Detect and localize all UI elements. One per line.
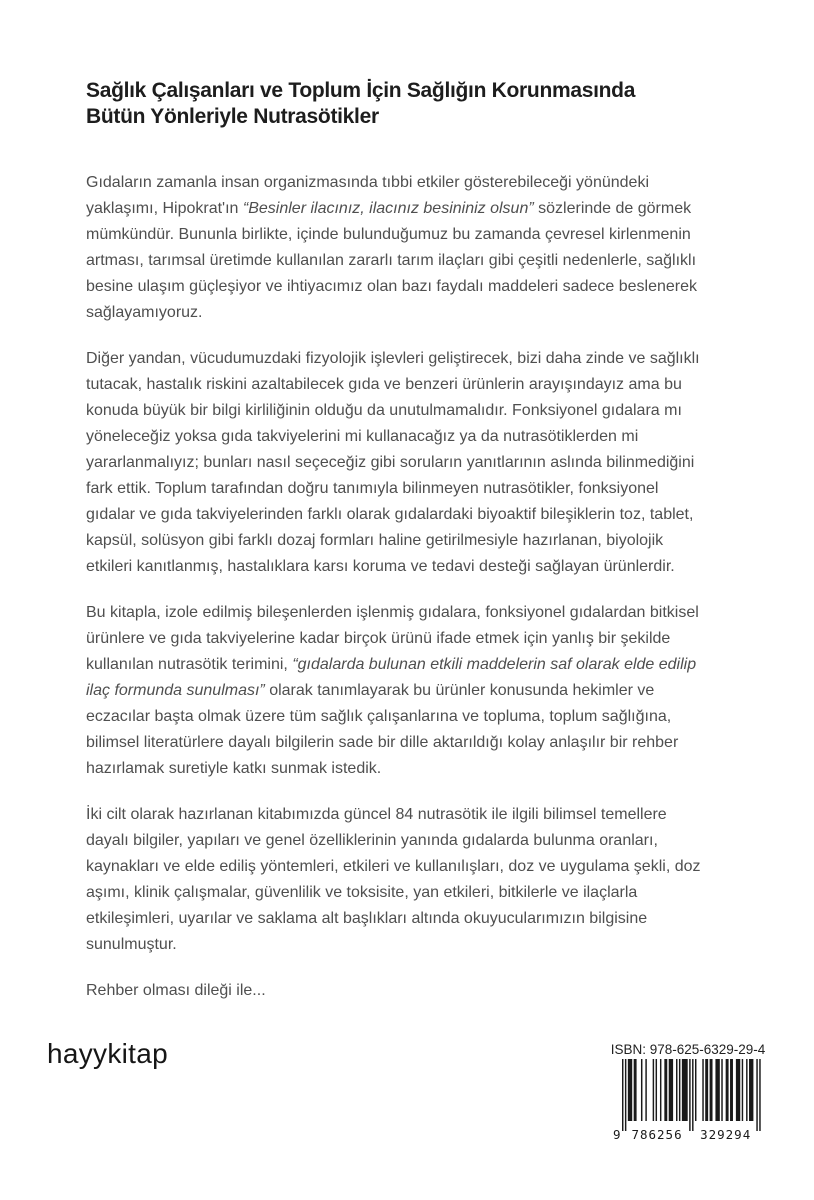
title-line: Sağlık Çalışanları ve Toplum İçin Sağlığın Korunmasında <box>86 79 636 102</box>
text-line <box>86 906 776 932</box>
text-segment: yöneleceğiz yoksa gıda takviyelerini mi kullanacağız ya da nutrasötiklerden mi <box>86 428 639 445</box>
italic-text-segment: “Besinler ilacınız, ilacınız besininiz olsun” <box>242 200 534 217</box>
text-line <box>86 978 776 1004</box>
text-segment: eczacılar başta olmak üzere tüm sağlık çalışanlarına ve topluma, toplum sağlığına, <box>86 708 672 725</box>
barcode-bar <box>676 1059 677 1121</box>
text-line <box>86 854 776 880</box>
text-line <box>86 528 776 554</box>
barcode-bar <box>634 1059 637 1121</box>
text-line <box>86 300 776 326</box>
barcode-bar <box>692 1059 693 1131</box>
text-segment: yaklaşımı, Hipokrat'ın <box>86 200 243 217</box>
barcode-bar <box>622 1059 623 1131</box>
italic-text-segment: ilaç formunda sunulması” <box>86 682 265 699</box>
barcode-bar <box>656 1059 657 1121</box>
barcode-bar <box>756 1059 757 1131</box>
text-segment: Bu kitapla, izole edilmiş bileşenlerden işlenmiş gıdalara, fonksiyonel gıdalardan bitkisel <box>86 604 699 621</box>
text-segment: dayalı bilgiler, yapıları ve genel özelliklerinin yanında gıdalarda bulunma oranları, <box>86 832 658 849</box>
text-segment: kaynakları ve elde ediliş yöntemleri, etkileri ve kullanılışları, doz ve uygulama şekli, doz <box>86 858 701 875</box>
text-line <box>86 652 776 678</box>
text-segment: Gıdaların zamanla insan organizmasında tıbbi etkiler gösterebileceği yönündeki <box>86 174 649 191</box>
book-title <box>86 78 746 130</box>
text-line <box>86 600 776 626</box>
text-segment: Diğer yandan, vücudumuzdaki fizyolojik işlevleri geliştirecek, bizi daha zinde ve sağlıklı <box>86 350 700 367</box>
body-paragraphs <box>86 170 776 1024</box>
text-segment: hazırlamak suretiyle katkı sunmak istedik. <box>86 760 382 777</box>
barcode-bar <box>736 1059 740 1121</box>
text-segment: aşımı, klinik çalışmalar, güvenlilik ve toksisite, yan etkileri, bitkilerle ve ilaçlarla <box>86 884 638 901</box>
isbn-barcode-block <box>610 1042 766 1141</box>
text-segment: artması, tarımsal üretimde kullanılan zararlı tarım ilaçları gibi çeşitli nedenlerle, sağlıklı <box>86 252 697 269</box>
text-line <box>86 450 776 476</box>
paragraph <box>86 600 776 782</box>
text-line <box>86 196 776 222</box>
italic-text-segment: “gıdalarda bulunan etkili maddelerin saf olarak elde edilip <box>292 656 697 673</box>
barcode-bar <box>749 1059 753 1121</box>
barcode-digits-group2: 329294 <box>700 1127 752 1141</box>
barcode-bar <box>730 1059 733 1121</box>
text-segment: konuda büyük bir bilgi kirliliğinin olduğu da unutulmamalıdır. Fonksiyonel gıdalara mı <box>86 402 682 419</box>
text-segment: etkileri kanıtlanmış, hastalıklara karsı koruma ve tedavi desteği sağlayan ürünlerdir. <box>86 558 675 575</box>
barcode-bar <box>628 1059 632 1121</box>
barcode-bar <box>645 1059 646 1121</box>
barcode-bar <box>721 1059 722 1121</box>
paragraph <box>86 170 776 326</box>
text-segment: besine ulaşım güçleşiyor ve ihtiyacımız olan bazı faydalı maddeleri sadece beslenerek <box>86 278 697 295</box>
barcode-bar <box>742 1059 743 1121</box>
text-segment: olarak tanımlayarak bu ürünler konusunda hekimler ve <box>264 682 655 699</box>
barcode-bar <box>715 1059 719 1121</box>
text-segment: fark ettik. Toplum tarafından doğru tanımıyla bilinmeyen nutrasötikler, fonksiyonel <box>86 480 659 497</box>
barcode-digits-group1: 786256 <box>631 1127 683 1141</box>
text-line <box>86 248 776 274</box>
publisher-logo: hayykitap <box>47 1038 168 1069</box>
barcode-bar <box>660 1059 661 1121</box>
text-line <box>86 398 776 424</box>
ean13-barcode-image <box>612 1059 764 1141</box>
text-line <box>86 932 776 958</box>
text-segment: gıdalar ve gıda takviyelerinden farklı olarak gıdalardaki biyoaktif bileşiklerin toz, tablet, <box>86 506 694 523</box>
text-segment: Rehber olması dileği ile... <box>86 982 266 999</box>
text-line <box>86 502 776 528</box>
text-line <box>86 802 776 828</box>
text-segment: sözlerinde de görmek <box>533 200 692 217</box>
text-line <box>86 730 776 756</box>
barcode-bar <box>625 1059 626 1131</box>
text-segment: yararlanmalıyız; bunları nasıl seçeceğiz gibi soruların yanıtlarının aslında bilinmediğini <box>86 454 695 471</box>
text-line <box>86 756 776 782</box>
text-segment: sunulmuştur. <box>86 936 177 953</box>
text-segment: kapsül, solüsyon gibi farklı dozaj formları haline getirilmesiyle hazırlanan, biyolojik <box>86 532 664 549</box>
text-line <box>86 704 776 730</box>
barcode-bar <box>759 1059 760 1131</box>
barcode-bar <box>653 1059 654 1121</box>
barcode-digit-left: 9 <box>613 1127 621 1141</box>
text-line <box>86 678 776 704</box>
barcode-bar <box>689 1059 690 1131</box>
text-line <box>86 554 776 580</box>
barcode-bar <box>702 1059 703 1121</box>
paragraph <box>86 802 776 958</box>
paragraph <box>86 346 776 580</box>
paragraph <box>86 978 776 1004</box>
text-segment: etkileşimleri, uyarılar ve saklama alt başlıkları altında okuyucularımızın bilgisine <box>86 910 648 927</box>
text-segment: kullanılan nutrasötik terimini, <box>86 656 293 673</box>
text-line <box>86 274 776 300</box>
text-segment: bilimsel literatürlere dayalı bilgilerin sade bir dille aktarıldığı kolay anlaşılır bir rehber <box>86 734 679 751</box>
barcode-bar <box>705 1059 708 1121</box>
text-line <box>86 372 776 398</box>
barcode-bar <box>746 1059 747 1121</box>
barcode-bar <box>710 1059 713 1121</box>
text-segment: tutacak, hastalık riskini azaltabilecek gıda ve benzeri ürünlerin arayışındayız ama bu <box>86 376 682 393</box>
barcode-bar <box>679 1059 680 1121</box>
barcode-bar <box>669 1059 673 1121</box>
text-line <box>86 222 776 248</box>
text-line <box>86 828 776 854</box>
barcode-bar <box>641 1059 642 1121</box>
text-line <box>86 880 776 906</box>
text-line <box>86 346 776 372</box>
title-line: Bütün Yönleriyle Nutrasötikler <box>86 105 379 128</box>
isbn-label: ISBN: 978-625-6329-29-4 <box>610 1042 766 1057</box>
text-line <box>86 424 776 450</box>
text-segment: mümkündür. Bununla birlikte, içinde bulunduğumuz bu zamanda çevresel kirlenmenin <box>86 226 691 243</box>
barcode-bar <box>726 1059 729 1121</box>
text-segment: ürünlere ve gıda takviyelerine kadar birçok ürünü ifade etmek için yanlış bir şekilde <box>86 630 671 647</box>
text-segment: sağlayamıyoruz. <box>86 304 203 321</box>
text-segment: İki cilt olarak hazırlanan kitabımızda güncel 84 nutrasötik ile ilgili bilimsel temellere <box>86 806 667 823</box>
text-line <box>86 626 776 652</box>
text-line <box>86 170 776 196</box>
text-line <box>86 476 776 502</box>
barcode-bar <box>695 1059 696 1121</box>
barcode-bar <box>682 1059 688 1121</box>
barcode-bar <box>664 1059 667 1121</box>
